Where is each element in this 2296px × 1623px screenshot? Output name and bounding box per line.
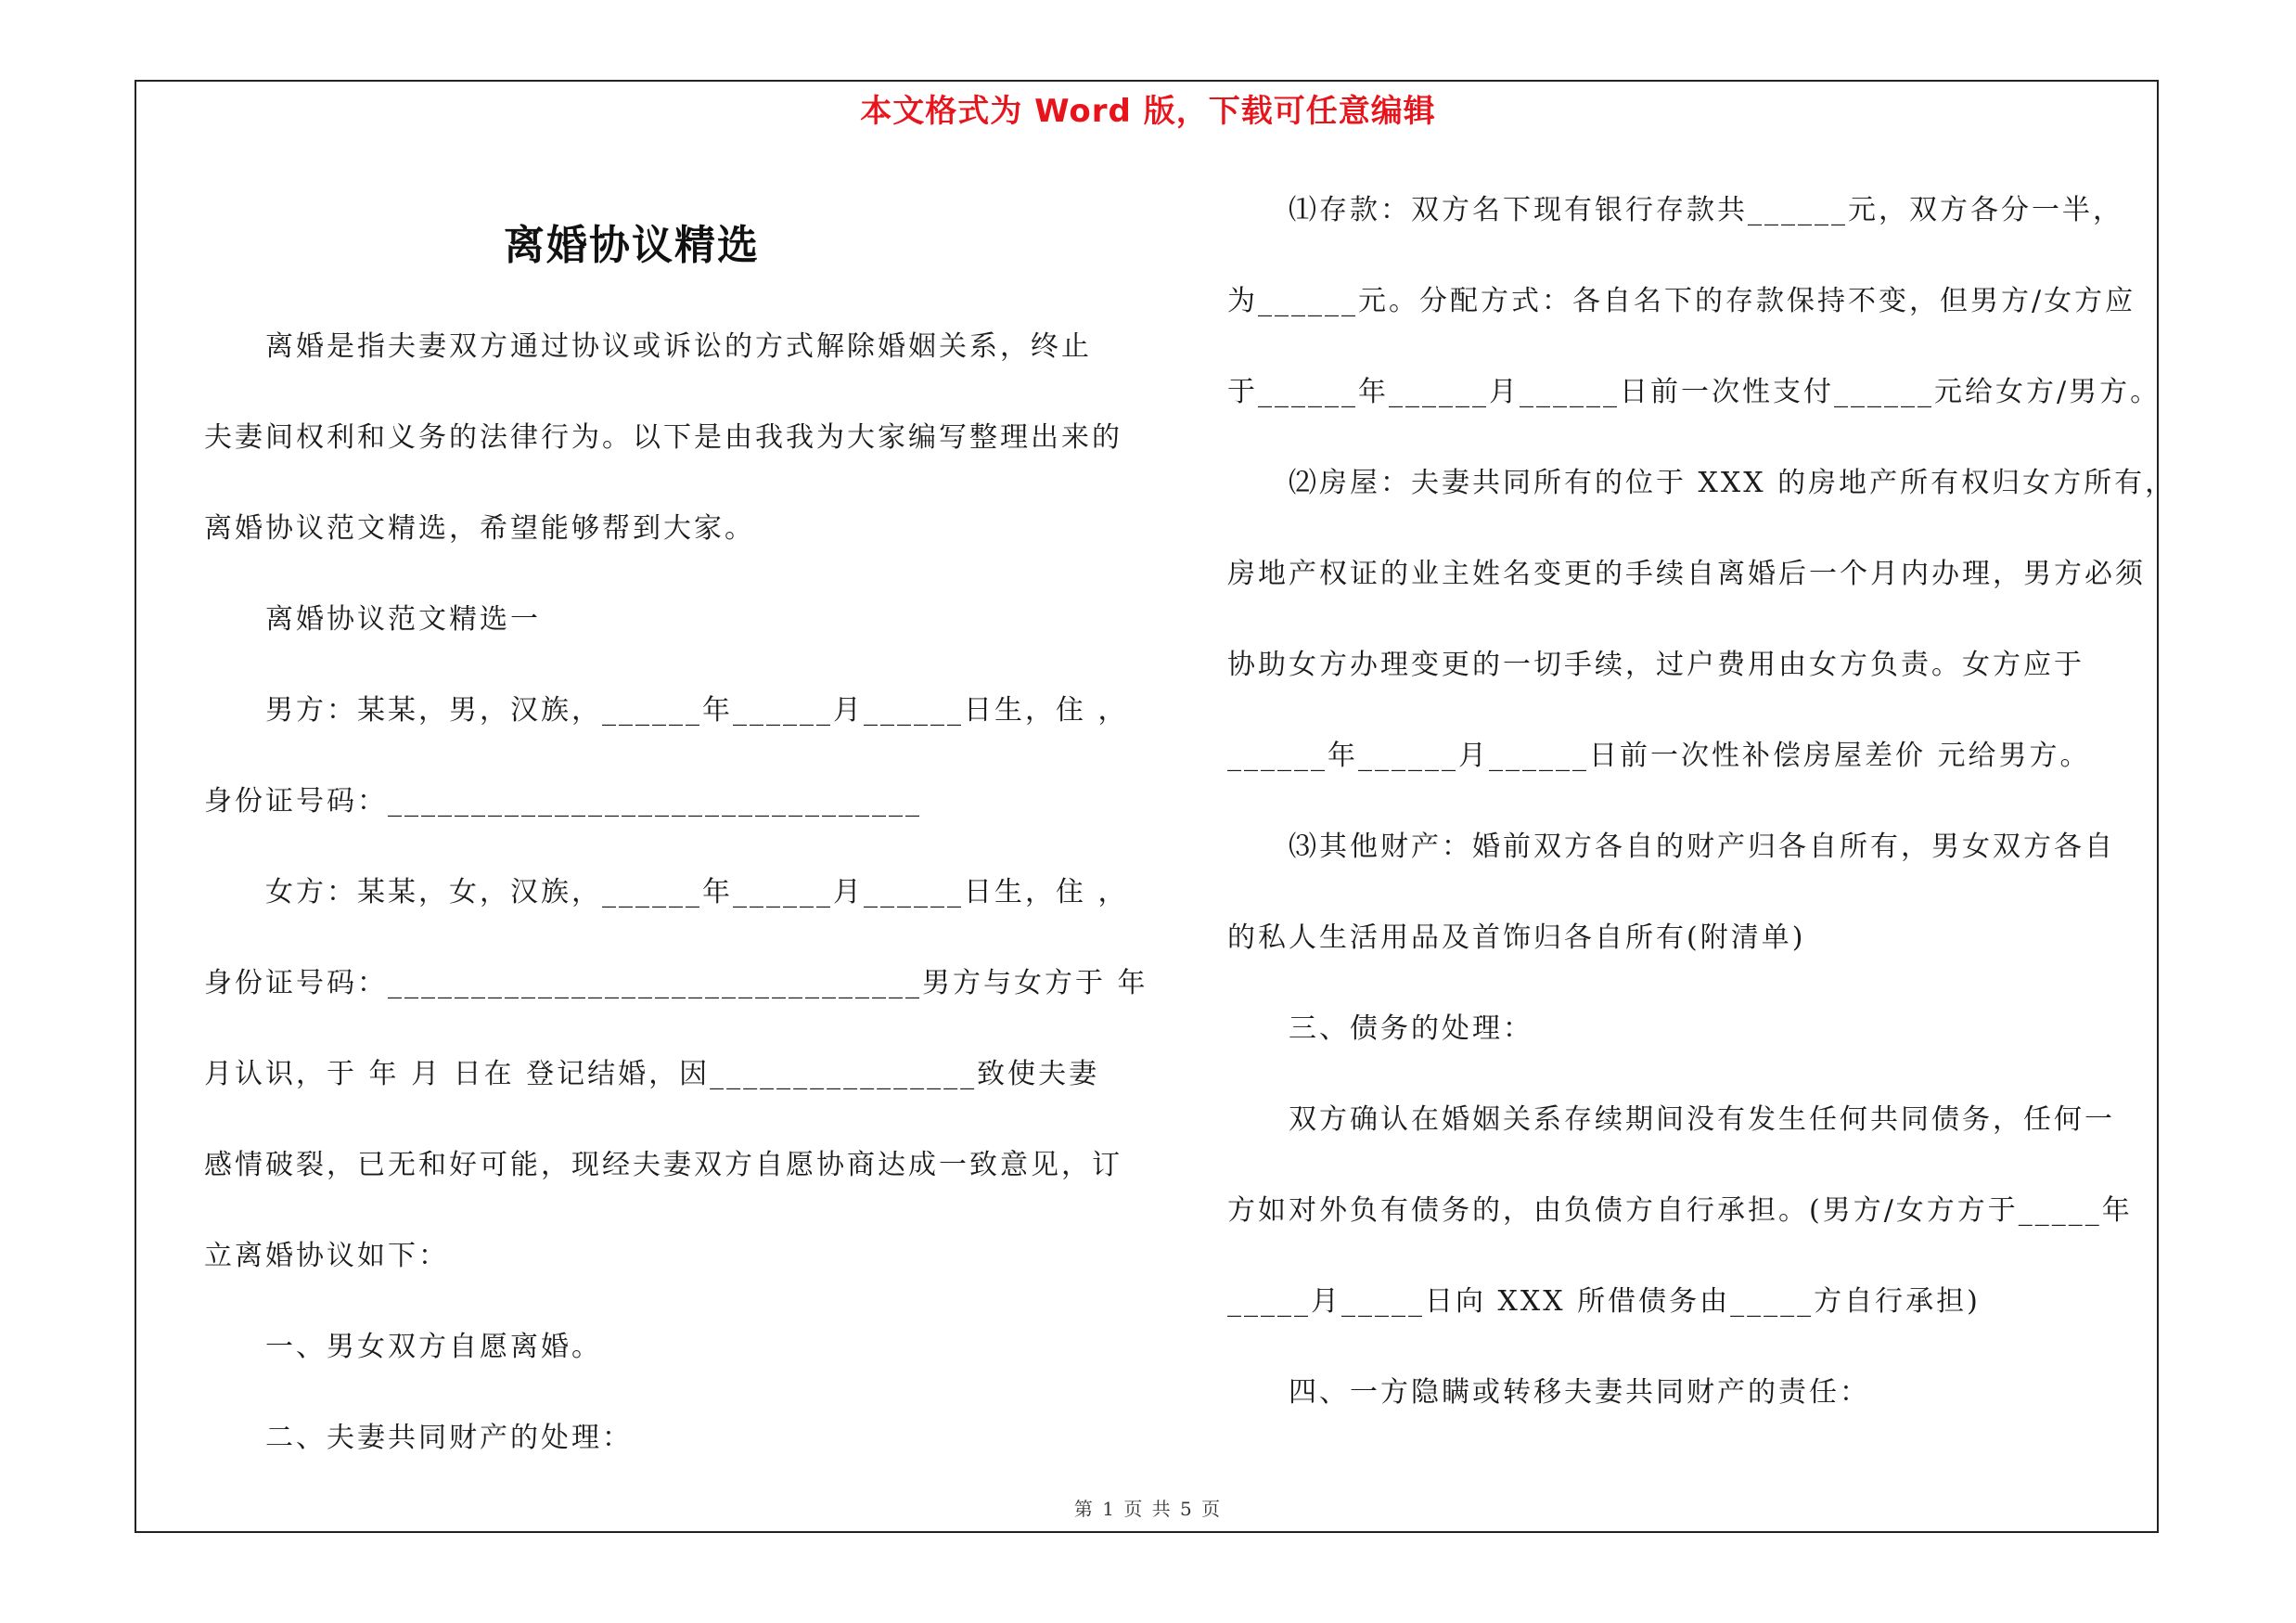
- word-format-banner: 本文格式为 Word 版，下载可任意编辑: [860, 93, 1436, 130]
- paragraph-line: ⑴存款：双方名下现有银行存款共______元，双方各分一半，: [1227, 194, 2123, 226]
- paragraph-line: 感情破裂，已无和好可能，现经夫妻双方自愿协商达成一致意见，订: [204, 1149, 1122, 1181]
- paragraph-line: 为______元。分配方式：各自名下的存款保持不变，但男方/女方应: [1227, 285, 2136, 317]
- paragraph-line: 离婚协议范文精选，希望能够帮到大家。: [204, 512, 755, 545]
- paragraph-line: 身份证号码：________________________________: [204, 785, 922, 818]
- paragraph-line: 于______年______月______日前一次性支付______元给女方/男方。: [1227, 376, 2161, 408]
- paragraph-line: 的私人生活用品及首饰归各自所有(附清单): [1227, 921, 1806, 954]
- page-number-footer: 第 1 页 共 5 页: [1073, 1498, 1223, 1520]
- paragraph-line: ⑵房屋：夫妻共同所有的位于 XXX 的房地产所有权归女方所有，: [1227, 467, 2176, 499]
- paragraph-line: 月认识，于 年 月 日在 登记结婚，因________________致使夫妻: [204, 1058, 1100, 1090]
- paragraph-line: 男方：某某，男，汉族，______年______月______日生，住 ，: [204, 694, 1129, 727]
- paragraph-line: 离婚是指夫妻双方通过协议或诉讼的方式解除婚姻关系，终止: [204, 330, 1092, 363]
- clause-heading: 一、男女双方自愿离婚。: [204, 1331, 602, 1363]
- paragraph-line: 身份证号码：________________________________男方与女方于 年: [204, 967, 1148, 999]
- paragraph-line: _____月_____日向 XXX 所借债务由_____方自行承担): [1227, 1285, 1981, 1318]
- document-title: 离婚协议精选: [504, 222, 760, 269]
- clause-heading: 四、一方隐瞒或转移夫妻共同财产的责任：: [1227, 1376, 1870, 1409]
- right-column: [1227, 165, 2176, 1438]
- left-column: [204, 302, 1148, 1484]
- paragraph-line: 立离婚协议如下：: [204, 1240, 449, 1272]
- clause-heading: 三、债务的处理：: [1227, 1012, 1533, 1045]
- paragraph-line: 房地产权证的业主姓名变更的手续自离婚后一个月内办理，男方必须: [1227, 558, 2146, 590]
- paragraph-line: ______年______月______日前一次性补偿房屋差价 元给男方。: [1227, 740, 2091, 772]
- paragraph-line: 双方确认在婚姻关系存续期间没有发生任何共同债务，任何一: [1227, 1103, 2115, 1136]
- paragraph-line: 协助女方办理变更的一切手续，过户费用由女方负责。女方应于: [1227, 649, 2084, 681]
- paragraph-line: ⑶其他财产：婚前双方各自的财产归各自所有，男女双方各自: [1227, 831, 2115, 863]
- paragraph-line: 女方：某某，女，汉族，______年______月______日生，住 ，: [204, 876, 1129, 908]
- section-heading: 离婚协议范文精选一: [204, 603, 541, 636]
- clause-heading: 二、夫妻共同财产的处理：: [204, 1422, 633, 1454]
- paragraph-line: 夫妻间权利和义务的法律行为。以下是由我我为大家编写整理出来的: [204, 421, 1122, 454]
- paragraph-line: 方如对外负有债务的，由负债方自行承担。(男方/女方方于_____年: [1227, 1194, 2133, 1227]
